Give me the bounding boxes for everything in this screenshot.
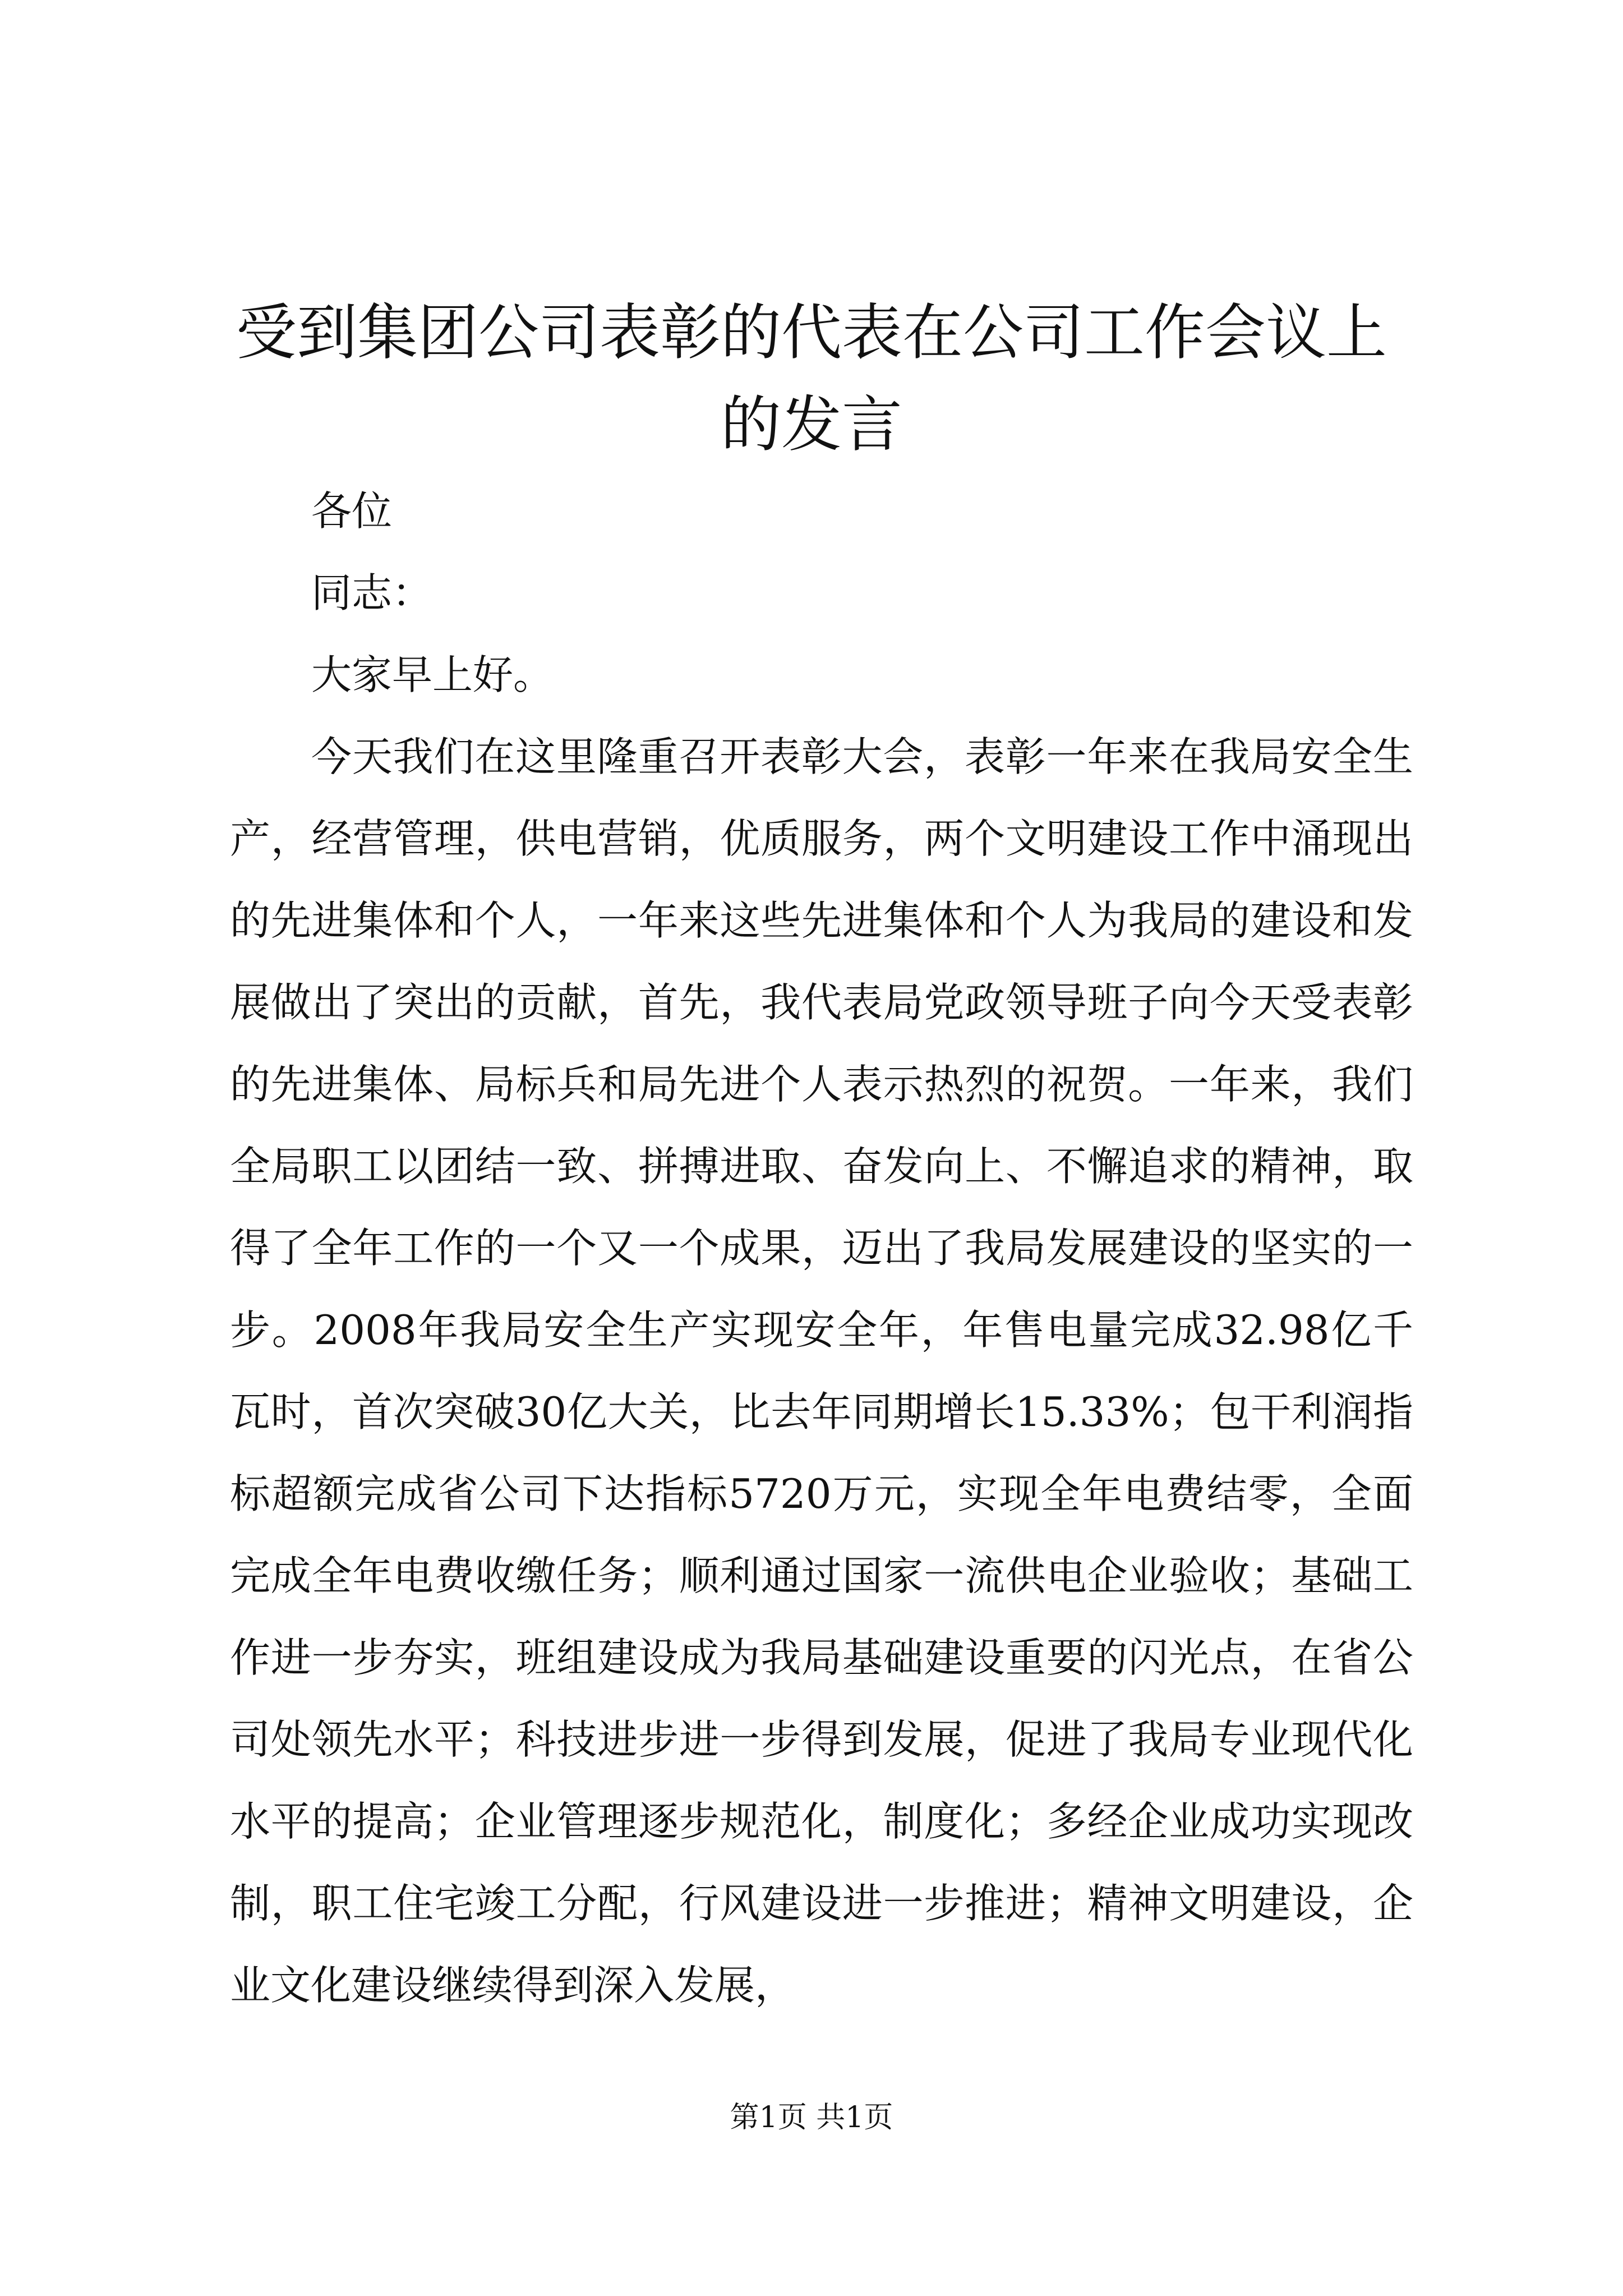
salutation-line-1: 各位 (311, 487, 393, 535)
page-footer: 第1页 共1页 (730, 2101, 893, 2134)
speech-paragraph: 今天我们在这里隆重召开表彰大会，表彰一年来在我局安全生产，经营管理，供电营销，优质服务，两个文明建设工作中涌现出的先进集体和个人，一年来这些先进集体和个人为我局的建设和发展做出了突出的贡献，首先，我代表局党政领导班子向今天受表彰的先进集体、局标兵和局先进个人表示热烈的祝贺。一年来，我们全局职工以团结一致、拼搏进取、奋发向上、不懈追求的精神，取得了全年工作的一个又一个成果，迈出了我局发展建设的坚实的一步。2008年我局安全生产实现安全年，年售电量完成32.98亿千瓦时，首次突破30亿大关，比去年同期增长15.33%；包干利润指标超额完成省公司下达指标5720万元，实现全年电费结零，全面完成全年电费收缴任务；顺利通过国家一流供电企业验收；基础工作进一步夯实，班组建设成为我局基础建设重要的闪光点，在省公司处领先水平；科技进步进一步得到发展，促进了我局专业现代化水平的提高；企业管理逐步规范化，制度化；多经企业成功实现改制，职工住宅竣工分配，行风建设进一步推进；精神文明建设，企业文化建设继续得到深入发展， (230, 733, 1413, 2009)
document-body (230, 470, 1413, 2026)
greeting-paragraph: 大家早上好。 (311, 651, 554, 698)
salutation-line-2: 同志： (311, 569, 433, 616)
document-title: 受到集团公司表彰的代表在公司工作会议上的发言 (236, 298, 1387, 460)
